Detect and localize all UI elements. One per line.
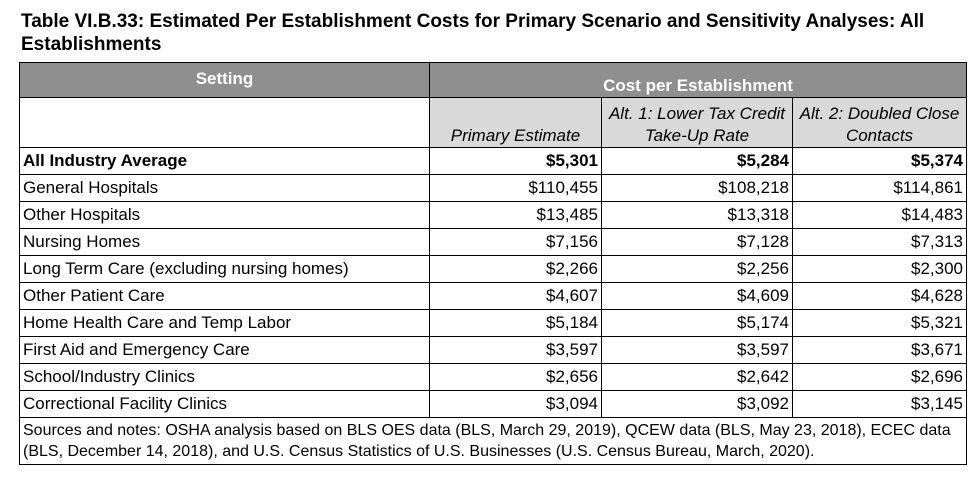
alt1-cell: $13,318 bbox=[602, 202, 793, 229]
setting-cell: Nursing Homes bbox=[20, 229, 430, 256]
table-row bbox=[20, 283, 967, 310]
table-row bbox=[20, 202, 967, 229]
primary-estimate-cell: $2,656 bbox=[430, 364, 602, 391]
alt1-cell: $3,092 bbox=[602, 391, 793, 418]
table-row bbox=[20, 337, 967, 364]
table-row bbox=[20, 391, 967, 418]
table-row bbox=[20, 229, 967, 256]
setting-cell: Other Hospitals bbox=[20, 202, 430, 229]
alt1-cell: $4,609 bbox=[602, 283, 793, 310]
table-row bbox=[20, 364, 967, 391]
alt2-label: Alt. 2: Doubled Close Contacts bbox=[799, 104, 960, 145]
primary-estimate-header bbox=[430, 98, 602, 148]
setting-cell: General Hospitals bbox=[20, 175, 430, 202]
alt2-cell: $2,300 bbox=[793, 256, 967, 283]
table-row bbox=[20, 310, 967, 337]
table-title: Table VI.B.33: Estimated Per Establishment Costs for Primary Scenario and Sensitivity Analyses: All Establishments bbox=[21, 11, 925, 55]
setting-header: Setting bbox=[20, 63, 430, 98]
table-body bbox=[20, 148, 967, 418]
table-row bbox=[20, 148, 967, 175]
alt1-cell: $7,128 bbox=[602, 229, 793, 256]
primary-estimate-cell: $2,266 bbox=[430, 256, 602, 283]
setting-cell: All Industry Average bbox=[20, 148, 430, 175]
cost-group-header: Cost per Establishment bbox=[430, 63, 967, 98]
setting-cell: Correctional Facility Clinics bbox=[20, 391, 430, 418]
alt1-cell: $2,642 bbox=[602, 364, 793, 391]
alt1-cell: $5,284 bbox=[602, 148, 793, 175]
alt2-cell: $5,321 bbox=[793, 310, 967, 337]
primary-estimate-cell: $13,485 bbox=[430, 202, 602, 229]
source-note: Sources and notes: OSHA analysis based on BLS OES data (BLS, March 29, 2019), QCEW data (BLS, May 23, 2018), ECEC data (BLS, December 14, 2018), and U.S. Census Statistics of U.S. Businesses (U.S. Census Bureau, March, 2020). bbox=[20, 418, 967, 465]
table-row bbox=[20, 256, 967, 283]
alt2-cell: $3,145 bbox=[793, 391, 967, 418]
alt2-cell: $5,374 bbox=[793, 148, 967, 175]
alt1-cell: $5,174 bbox=[602, 310, 793, 337]
alt2-cell: $14,483 bbox=[793, 202, 967, 229]
setting-cell: Home Health Care and Temp Labor bbox=[20, 310, 430, 337]
primary-estimate-cell: $7,156 bbox=[430, 229, 602, 256]
primary-estimate-cell: $4,607 bbox=[430, 283, 602, 310]
alt1-cell: $2,256 bbox=[602, 256, 793, 283]
alt1-cell: $108,218 bbox=[602, 175, 793, 202]
setting-cell: First Aid and Emergency Care bbox=[20, 337, 430, 364]
alt2-header bbox=[793, 98, 967, 148]
setting-cell: School/Industry Clinics bbox=[20, 364, 430, 391]
primary-estimate-cell: $110,455 bbox=[430, 175, 602, 202]
alt2-cell: $7,313 bbox=[793, 229, 967, 256]
alt1-header bbox=[602, 98, 793, 148]
primary-estimate-cell: $5,184 bbox=[430, 310, 602, 337]
alt2-cell: $3,671 bbox=[793, 337, 967, 364]
alt2-cell: $114,861 bbox=[793, 175, 967, 202]
alt2-cell: $2,696 bbox=[793, 364, 967, 391]
alt1-label: Alt. 1: Lower Tax Credit Take-Up Rate bbox=[608, 104, 786, 145]
setting-cell: Long Term Care (excluding nursing homes) bbox=[20, 256, 430, 283]
setting-subheader-blank bbox=[20, 98, 430, 148]
primary-estimate-cell: $3,094 bbox=[430, 391, 602, 418]
alt2-cell: $4,628 bbox=[793, 283, 967, 310]
table-row bbox=[20, 175, 967, 202]
setting-cell: Other Patient Care bbox=[20, 283, 430, 310]
primary-estimate-cell: $5,301 bbox=[430, 148, 602, 175]
primary-estimate-label: Primary Estimate bbox=[450, 126, 581, 145]
primary-estimate-cell: $3,597 bbox=[430, 337, 602, 364]
cost-table bbox=[19, 62, 967, 465]
alt1-cell: $3,597 bbox=[602, 337, 793, 364]
